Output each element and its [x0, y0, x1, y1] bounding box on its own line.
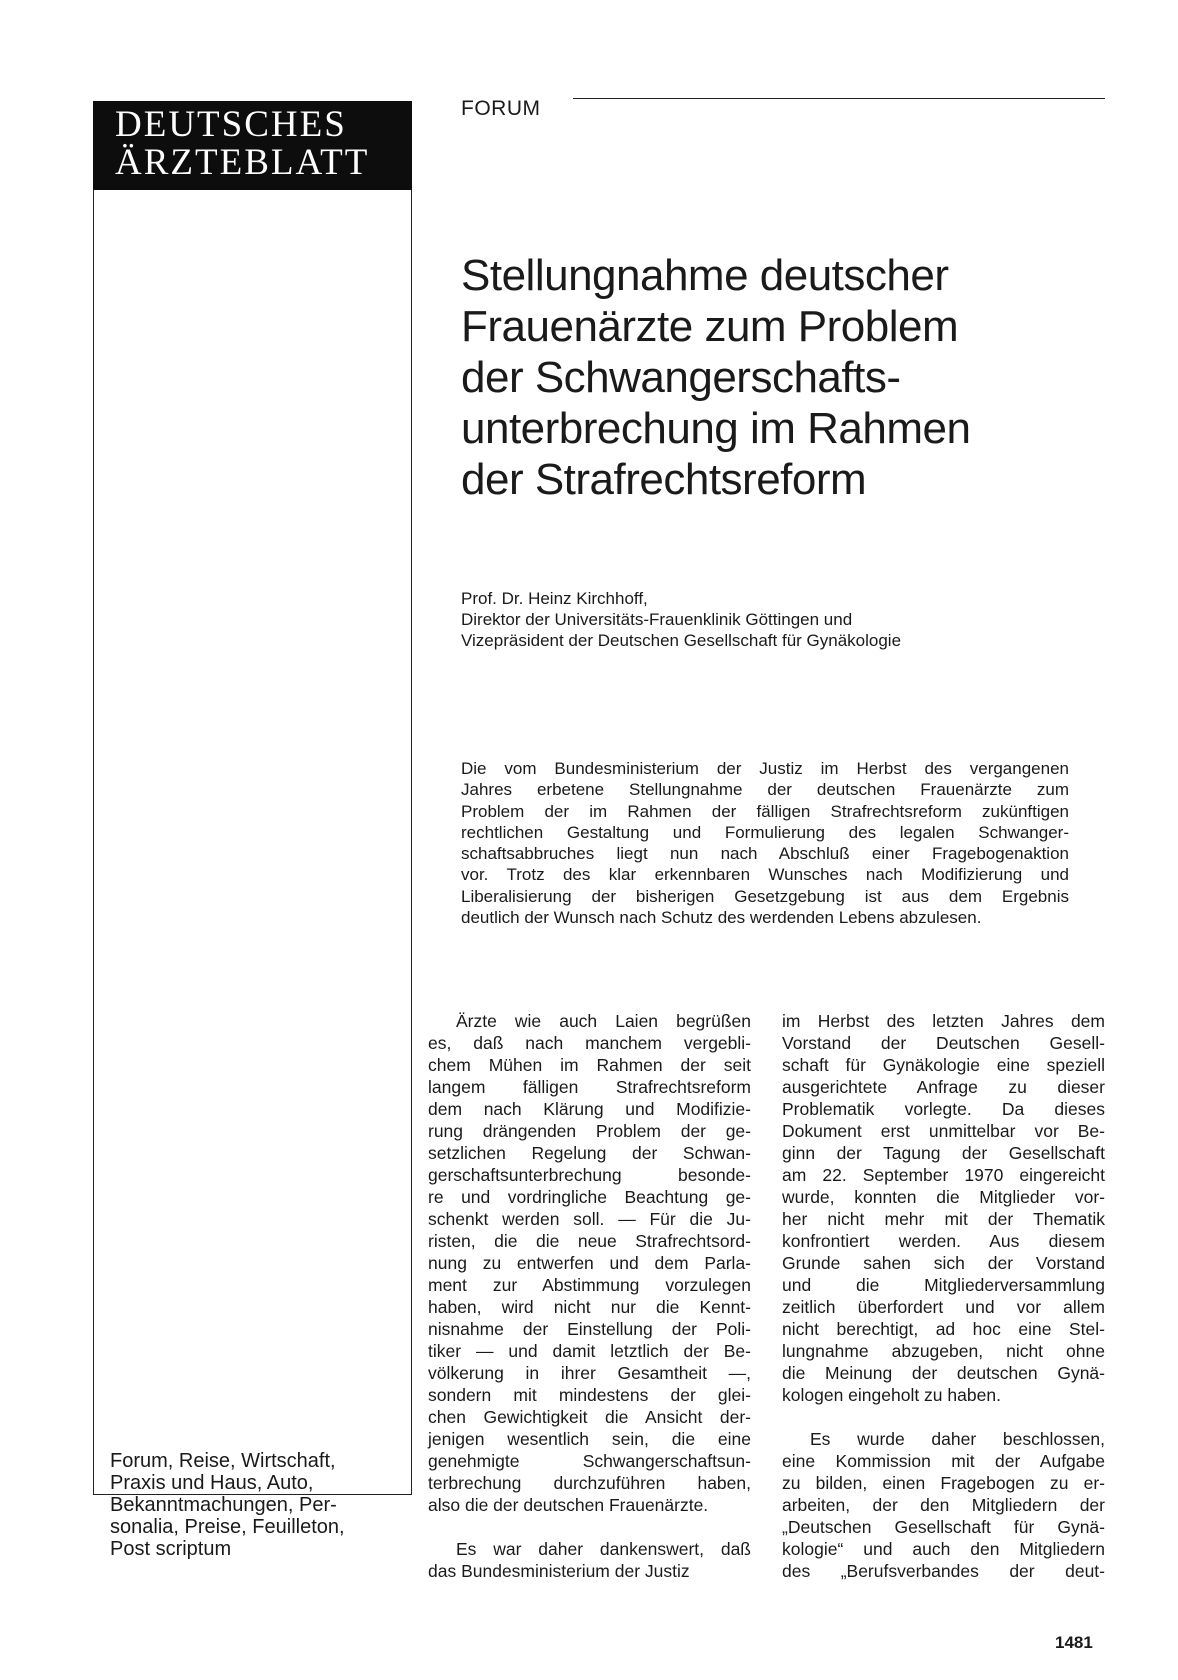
lead-line: Jahres erbetene Stellungnahme der deutschen Frauenärzte zum — [461, 780, 1069, 800]
lead-line: deutlich der Wunsch nach Schutz des werdenden Lebens abzulesen. — [461, 908, 982, 928]
lead-line: schaftsabbruches liegt nun nach Abschluß einer Fragebogenaktion — [461, 844, 1069, 864]
sidebar-frame — [93, 190, 412, 1495]
text-line: Grunde sahen sich der Vorstand — [782, 1253, 1105, 1273]
paragraph — [782, 1010, 1105, 1406]
author-affiliation: Direktor der Universitäts-Frauenklinik Göttingen und — [461, 610, 853, 629]
title-line: Stellungnahme deutscher — [461, 251, 949, 300]
title-line: der Schwangerschafts- — [461, 353, 901, 402]
text-line: schenkt werden soll. — Für die Ju- — [428, 1209, 751, 1229]
text-line: re und vordringliche Beachtung ge- — [428, 1187, 751, 1207]
text-line: chen Gewichtigkeit die Ansicht der- — [428, 1407, 751, 1427]
text-line: im Herbst des letzten Jahres dem — [782, 1011, 1105, 1031]
text-line: arbeiten, der den Mitgliedern der — [782, 1495, 1105, 1515]
sidebar-topics — [110, 1450, 380, 1560]
sidebar-topic-line: Post scriptum — [110, 1538, 232, 1560]
title-line: Frauenärzte zum Problem — [461, 302, 959, 351]
author-name: Prof. Dr. Heinz Kirchhoff, — [461, 589, 648, 608]
text-line: ment zur Abstimmung vorzulegen — [428, 1275, 751, 1295]
text-line: des „Berufsverbandes der deut- — [782, 1561, 1105, 1581]
text-line: ausgerichtete Anfrage zu dieser — [782, 1077, 1105, 1097]
text-line: ginn der Tagung der Gesellschaft — [782, 1143, 1105, 1163]
text-line: am 22. September 1970 eingereicht — [782, 1165, 1105, 1185]
text-line: genehmigte Schwangerschaftsun- — [428, 1451, 751, 1471]
body-column-1 — [428, 1010, 751, 1604]
text-line: konfrontiert werden. Aus diesem — [782, 1231, 1105, 1251]
text-line: völkerung in ihrer Gesamtheit —, — [428, 1363, 751, 1383]
text-line: setzlichen Regelung der Schwan- — [428, 1143, 751, 1163]
sidebar-topic-line: Praxis und Haus, Auto, — [110, 1472, 314, 1494]
text-line: Vorstand der Deutschen Gesell- — [782, 1033, 1105, 1053]
sidebar-topic-line: Forum, Reise, Wirtschaft, — [110, 1450, 336, 1472]
paragraph — [428, 1538, 751, 1582]
author-block — [461, 588, 1061, 651]
text-line: sondern mit mindestens der glei- — [428, 1385, 751, 1405]
text-line: chem Mühen im Rahmen der seit — [428, 1055, 751, 1075]
text-line: „Deutschen Gesellschaft für Gynä- — [782, 1517, 1105, 1537]
text-line: langem fälligen Strafrechtsreform — [428, 1077, 751, 1097]
lead-line: Liberalisierung der bisherigen Gesetzgebung ist aus dem Ergebnis — [461, 886, 1069, 906]
section-rule — [573, 98, 1105, 99]
masthead-logo — [93, 101, 412, 190]
text-line: her nicht mehr mit der Thematik — [782, 1209, 1105, 1229]
page-number: 1481 — [1055, 1633, 1093, 1652]
text-line: zeitlich überfordert und vor allem — [782, 1297, 1105, 1317]
section-label: FORUM — [461, 97, 541, 120]
title-line: der Strafrechtsreform — [461, 455, 867, 504]
text-line: und die Mitgliederversammlung — [782, 1275, 1105, 1295]
masthead-line-2: ÄRZTEBLATT — [115, 142, 370, 183]
text-line: dem nach Klärung und Modifizie- — [428, 1099, 751, 1119]
text-line: gerschaftsunterbrechung besonde- — [428, 1165, 751, 1185]
lead-line: Die vom Bundesministerium der Justiz im Herbst des vergangenen — [461, 759, 1069, 778]
text-line: das Bundesministerium der Justiz — [428, 1561, 690, 1581]
text-line: Ärzte wie auch Laien begrüßen — [456, 1011, 751, 1031]
lead-line: vor. Trotz des klar erkennbaren Wunsches nach Modifizierung und — [461, 865, 1069, 885]
text-line: lungnahme abzugeben, nicht ohne — [782, 1341, 1105, 1361]
paragraph — [428, 1010, 751, 1516]
masthead-line-1: DEUTSCHES — [115, 104, 347, 145]
text-line: nisnahme der Einstellung der Poli- — [428, 1319, 751, 1339]
sidebar-topic-line: Bekanntmachungen, Per- — [110, 1494, 337, 1516]
text-line: die Meinung der deutschen Gynä- — [782, 1363, 1105, 1383]
text-line: eine Kommission mit der Aufgabe — [782, 1451, 1105, 1471]
lead-line: rechtlichen Gestaltung und Formulierung des legalen Schwanger- — [461, 822, 1069, 842]
text-line: es, daß nach manchem vergebli- — [428, 1033, 751, 1053]
text-line: Es wurde daher beschlossen, — [810, 1429, 1105, 1449]
text-line: Dokument erst unmittelbar vor Be- — [782, 1121, 1105, 1141]
text-line: jenigen wesentlich sein, die eine — [428, 1429, 751, 1449]
title-line: unterbrechung im Rahmen — [461, 404, 971, 453]
text-line: kologie“ und auch den Mitgliedern — [782, 1539, 1105, 1559]
lead-line: Problem der im Rahmen der fälligen Strafrechtsreform zukünftigen — [461, 801, 1069, 821]
text-line: Problematik vorlegte. Da dieses — [782, 1099, 1105, 1119]
paragraph — [782, 1428, 1105, 1582]
text-line: also die der deutschen Frauenärzte. — [428, 1495, 709, 1515]
text-line: tiker — und damit letztlich der Be- — [428, 1341, 751, 1361]
text-line: kologen eingeholt zu haben. — [782, 1385, 1001, 1405]
body-column-2 — [782, 1010, 1105, 1604]
sidebar-topic-line: sonalia, Preise, Feuilleton, — [110, 1516, 345, 1538]
text-line: Es war daher dankenswert, daß — [456, 1539, 751, 1559]
text-line: zu bilden, einen Fragebogen zu er- — [782, 1473, 1105, 1493]
text-line: haben, wird nicht nur die Kennt- — [428, 1297, 751, 1317]
text-line: wurde, konnten die Mitglieder vor- — [782, 1187, 1105, 1207]
lead-paragraph — [461, 758, 1069, 928]
author-affiliation: Vizepräsident der Deutschen Gesellschaft für Gynäkologie — [461, 631, 902, 650]
article-title — [461, 250, 1061, 505]
text-line: risten, die die neue Strafrechtsord- — [428, 1231, 751, 1251]
text-line: terbrechung durchzuführen haben, — [428, 1473, 751, 1493]
text-line: schaft für Gynäkologie eine speziell — [782, 1055, 1105, 1075]
text-line: nicht berechtigt, ad hoc eine Stel- — [782, 1319, 1105, 1339]
text-line: rung drängenden Problem der ge- — [428, 1121, 751, 1141]
text-line: nung zu entwerfen und dem Parla- — [428, 1253, 751, 1273]
